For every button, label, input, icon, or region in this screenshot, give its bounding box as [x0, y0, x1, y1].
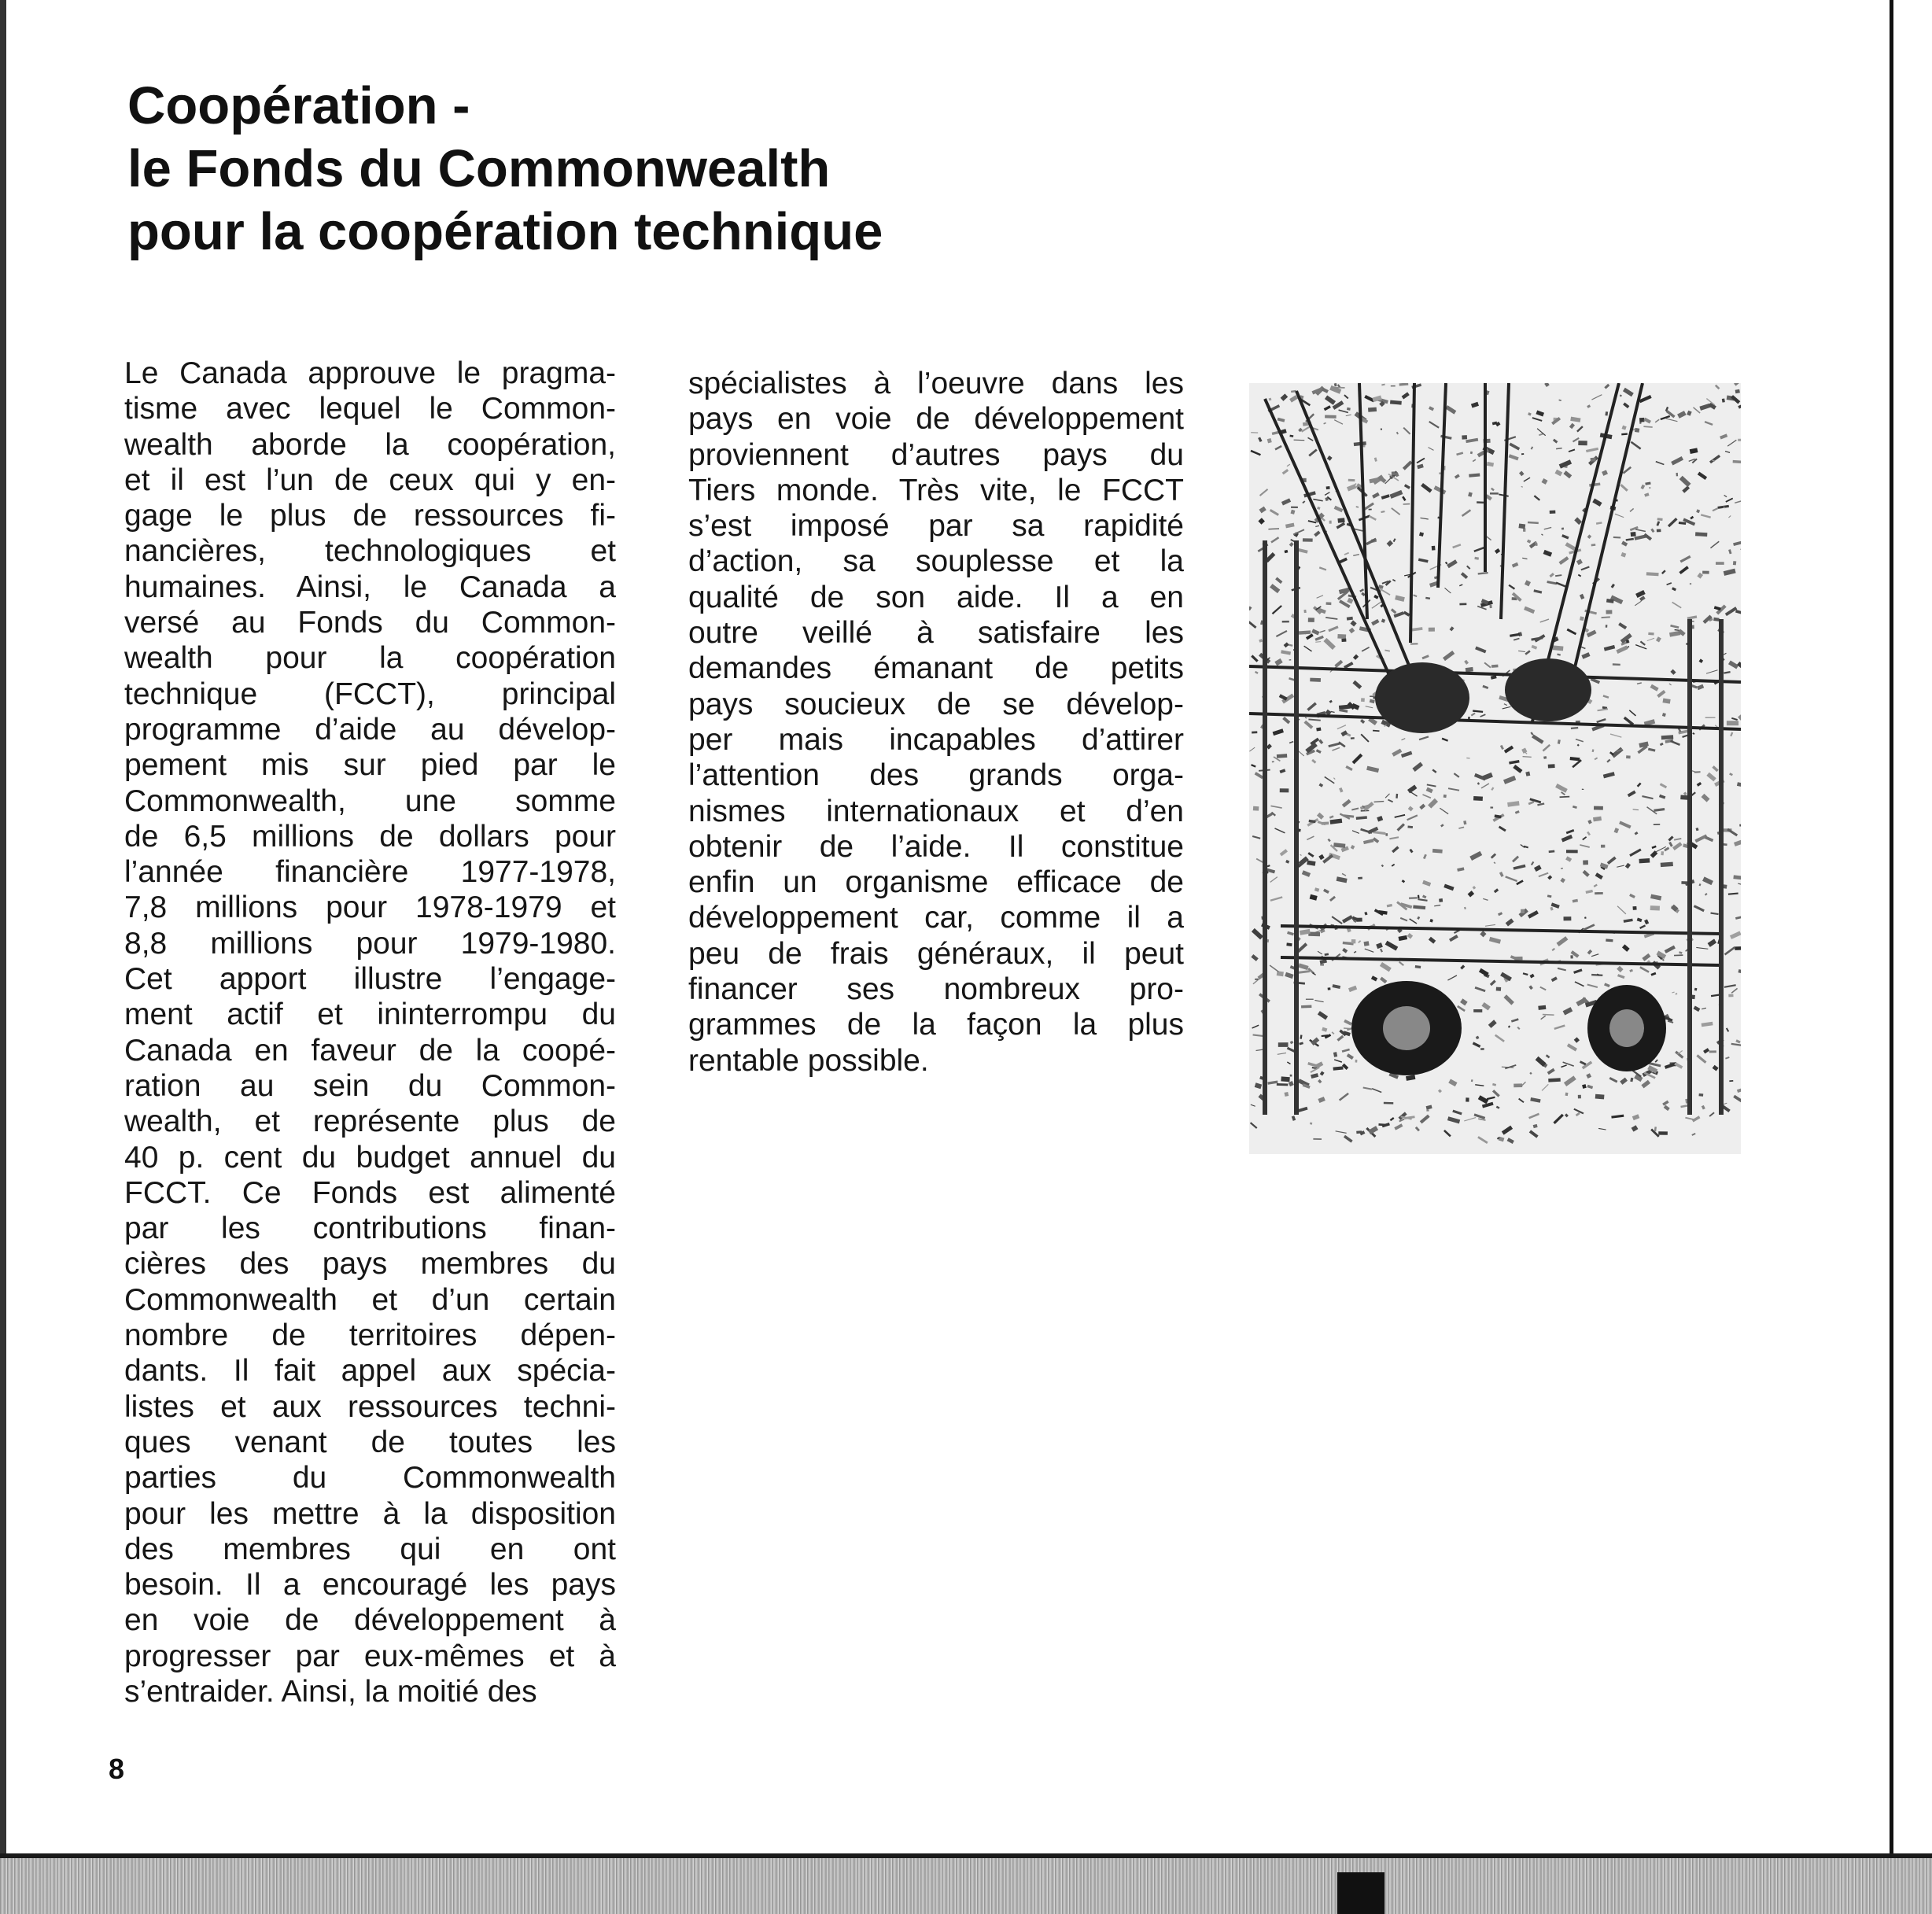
left-column-line: 40 p. cent du budget annuel du [124, 1140, 616, 1175]
left-column-line: Canada en faveur de la coopé- [124, 1033, 616, 1068]
body-column-right [688, 366, 1184, 1079]
left-column-line: listes et aux ressources techni- [124, 1389, 616, 1424]
right-column-line: proviennent d’autres pays du [688, 437, 1184, 472]
left-column-line: gage le plus de ressources fi- [124, 499, 616, 533]
left-column-line: Cet apport illustre l’engage- [124, 962, 616, 997]
left-column-line: tisme avec lequel le Common- [124, 392, 616, 426]
right-column-line: d’action, sa souplesse et la [688, 544, 1184, 579]
right-column-line: per mais incapables d’attirer [688, 722, 1184, 757]
left-column-line: wealth, et représente plus de [124, 1105, 616, 1139]
scan-bottom-gap [1337, 1872, 1384, 1914]
left-column-line: de 6,5 millions de dollars pour [124, 819, 616, 854]
left-column-line: humaines. Ainsi, le Canada a [124, 570, 616, 604]
right-column-line: demandes émanant de petits [688, 651, 1184, 686]
right-column-line: obtenir de l’aide. Il constitue [688, 829, 1184, 864]
left-column-line: ques venant de toutes les [124, 1425, 616, 1459]
left-column-line: progresser par eux-mêmes et à [124, 1639, 616, 1673]
right-column-line: Tiers monde. Très vite, le FCCT [688, 473, 1184, 507]
left-column-line: cières des pays membres du [124, 1247, 616, 1282]
right-column-line: peu de frais généraux, il peut [688, 936, 1184, 971]
left-column-line: en voie de développement à [124, 1603, 616, 1638]
left-column-line: et il est l’un de ceux qui y en- [124, 463, 616, 497]
left-column-line: programme d’aide au dévelop- [124, 712, 616, 747]
right-column-line: grammes de la façon la plus [688, 1008, 1184, 1042]
construction-photo-illustration [1249, 383, 1741, 1154]
scan-bottom-strip [0, 1853, 1932, 1914]
left-column-line: versé au Fonds du Common- [124, 606, 616, 640]
left-column-line: dants. Il fait appel aux spécia- [124, 1354, 616, 1388]
left-column-line: Le Canada approuve le pragma- [124, 356, 616, 390]
left-column-line: parties du Commonwealth [124, 1461, 616, 1495]
left-column-line: pour les mettre à la disposition [124, 1496, 616, 1531]
right-column-line: qualité de son aide. Il a en [688, 580, 1184, 614]
left-column-line: des membres qui en ont [124, 1532, 616, 1566]
left-column-line: par les contributions finan- [124, 1211, 616, 1246]
left-column-line: pement mis sur pied par le [124, 748, 616, 783]
left-column-line: ration au sein du Common- [124, 1068, 616, 1103]
left-column-line: nombre de territoires dépen- [124, 1318, 616, 1353]
right-column-line: pays soucieux de se dévelop- [688, 687, 1184, 721]
right-column-line: rentable possible. [688, 1043, 929, 1078]
title-line-1: Coopération - [127, 76, 470, 135]
page-title [127, 75, 1071, 264]
left-column-line: ment actif et ininterrompu du [124, 998, 616, 1032]
right-column-line: enfin un organisme efficace de [688, 865, 1184, 900]
left-column-line: Commonwealth, une somme [124, 784, 616, 818]
left-column-line: s’entraider. Ainsi, la moitié des [124, 1674, 537, 1709]
right-column-line: l’attention des grands orga- [688, 758, 1184, 793]
scan-bottom-line [0, 1853, 1932, 1858]
left-column-line: technique (FCCT), principal [124, 677, 616, 711]
right-column-line: financer ses nombreux pro- [688, 972, 1184, 1007]
right-column-line: outre veillé à satisfaire les [688, 616, 1184, 651]
left-column-line: Commonwealth et d’un certain [124, 1282, 616, 1317]
title-line-2: le Fonds du Commonwealth [127, 139, 831, 198]
construction-photo [1249, 383, 1741, 1154]
scan-left-edge [0, 0, 6, 1914]
right-column-line: nismes internationaux et d’en [688, 794, 1184, 828]
left-column-line: wealth pour la coopération [124, 641, 616, 676]
left-column-line: 8,8 millions pour 1979-1980. [124, 926, 616, 961]
right-column-line: spécialistes à l’oeuvre dans les [688, 367, 1184, 400]
left-column-line: FCCT. Ce Fonds est alimenté [124, 1175, 616, 1210]
left-column-line: besoin. Il a encouragé les pays [124, 1568, 616, 1602]
right-column-line: s’est imposé par sa rapidité [688, 509, 1184, 544]
right-column-line: développement car, comme il a [688, 901, 1184, 935]
left-column-line: nancières, technologiques et [124, 534, 616, 569]
scan-binding-edge [1890, 0, 1893, 1914]
right-column-line: pays en voie de développement [688, 402, 1184, 437]
body-column-left [124, 356, 616, 1709]
left-column-line: l’année financière 1977-1978, [124, 855, 616, 890]
left-column-line: wealth aborde la coopération, [124, 427, 616, 462]
title-line-3: pour la coopération technique [127, 202, 883, 261]
left-column-line: 7,8 millions pour 1978-1979 et [124, 891, 616, 925]
page-number: 8 [109, 1753, 125, 1785]
